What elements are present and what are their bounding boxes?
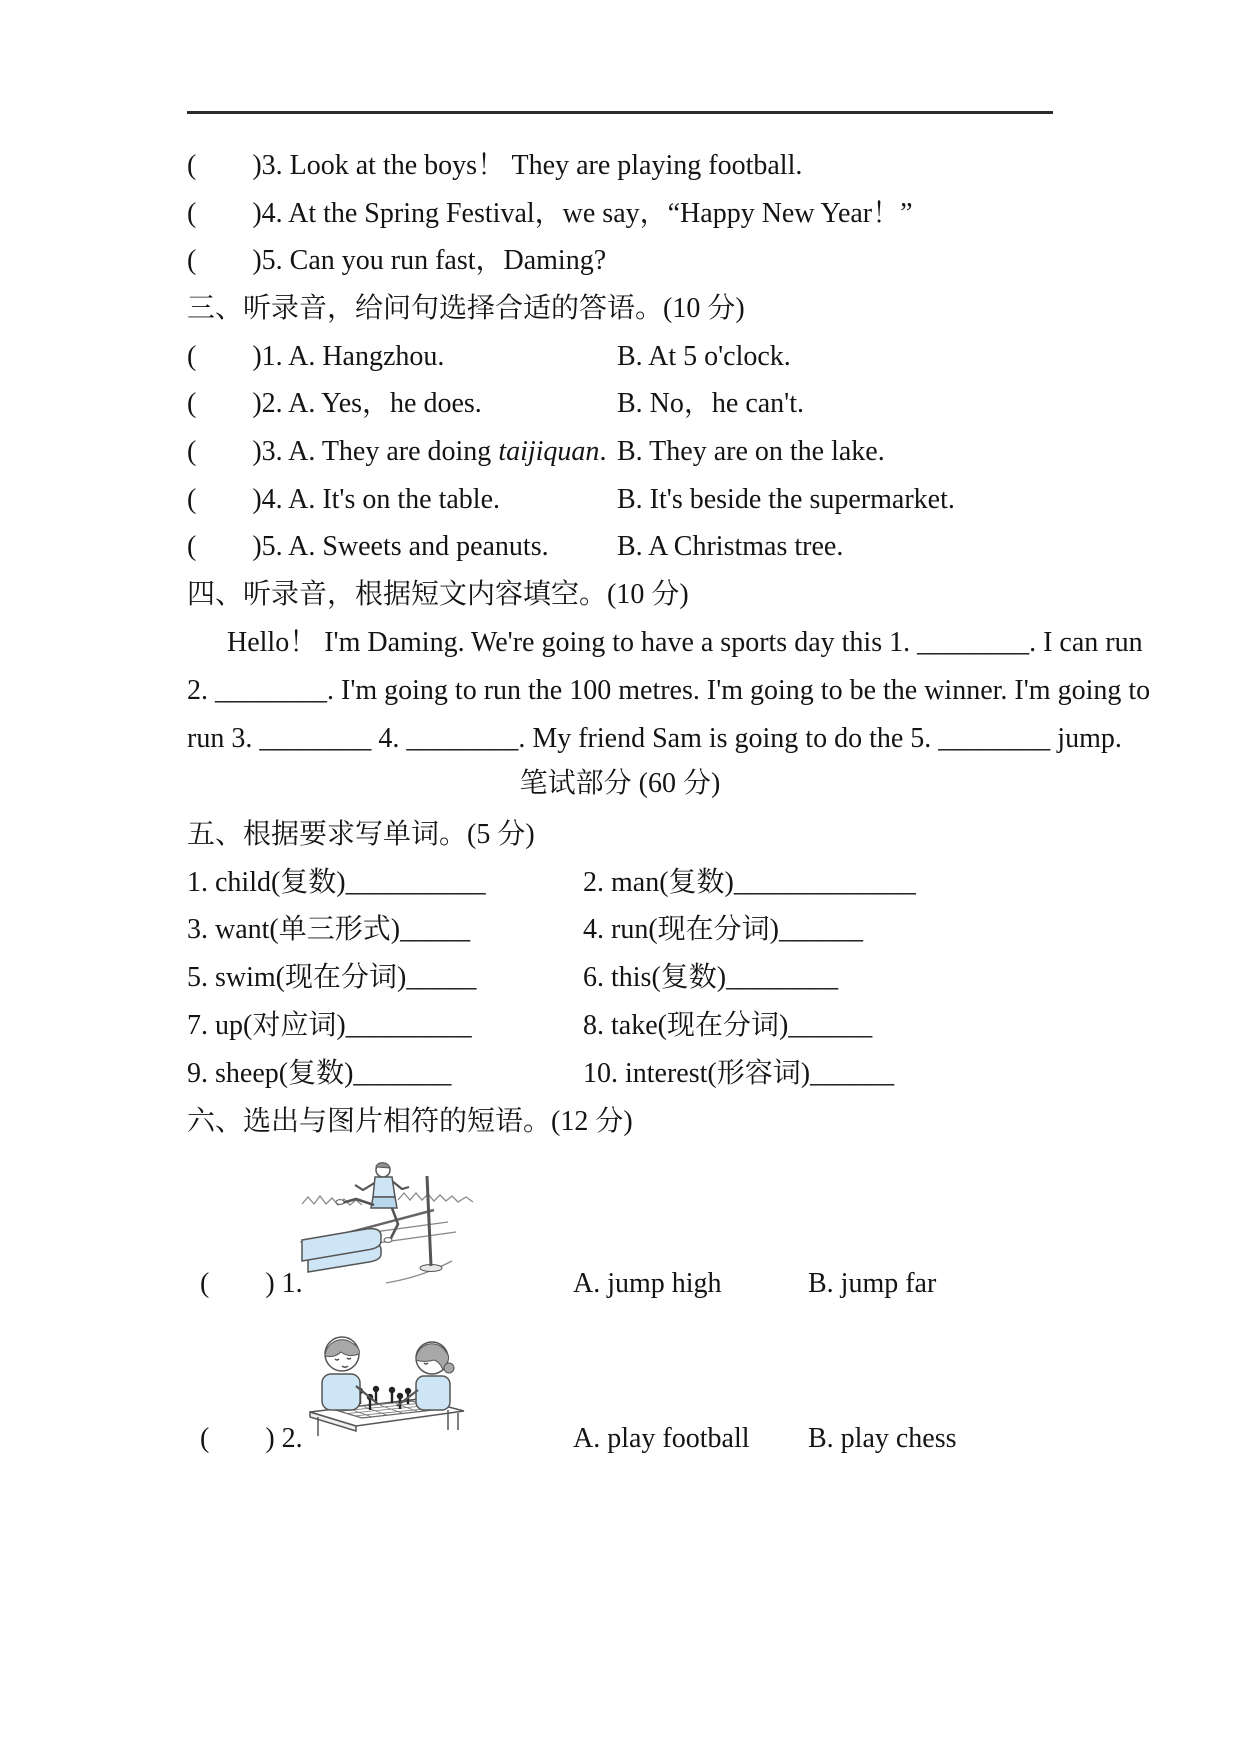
section5-item-2: 2. man(复数)_____________ [583,867,916,898]
section3-row1-option-a: ( )1. A. Hangzhou. [187,341,445,372]
italic-term: taijiquan [498,436,600,467]
high-jump-illustration [298,1150,478,1285]
section5-item-9: 9. sheep(复数)_______ [187,1058,452,1089]
section5-row-4 [0,1008,1241,1044]
section3-row-4 [0,482,1241,518]
listening2-item-5: ( )5. Can you run fast，Daming? [187,245,607,276]
section5-item-6: 6. this(复数)________ [583,962,839,993]
section5-row-5 [0,1056,1241,1092]
section5-item-3: 3. want(单三形式)_____ [187,914,471,945]
section6-heading: 六、选出与图片相符的短语。(12 分) [187,1106,633,1137]
section3-row-2 [0,386,1241,422]
section5-item-5: 5. swim(现在分词)_____ [187,962,477,993]
section3-row-5 [0,529,1241,565]
section4-passage-line-2: 2. ________. I'm going to run the 100 metres. I'm going to be the winner. I'm going to [187,675,1151,706]
section4-passage-line-3: run 3. ________ 4. ________. My friend Sam is going to do the 5. ________ jump. [187,723,1122,754]
section3-heading: 三、听录音，给问句选择合适的答语。(10 分) [187,293,745,324]
section5-row-3 [0,960,1241,996]
written-part-header: 笔试部分 (60 分) [519,768,721,799]
section3-row3-option-a: ( )3. A. They are doing taijiquan. [187,436,607,467]
section3-row4-option-a: ( )4. A. It's on the table. [187,484,500,515]
section5-item-7: 7. up(对应词)_________ [187,1010,472,1041]
section6-item1-option-b: B. jump far [808,1268,937,1299]
section6-item1-option-a: A. jump high [573,1268,722,1299]
section6-item2-option-b: B. play chess [808,1423,957,1454]
section6-row-1 [0,1266,1241,1302]
section3-row-3 [0,434,1241,470]
section5-item-10: 10. interest(形容词)______ [583,1058,895,1089]
section3-row4-option-b: B. It's beside the supermarket. [617,484,955,515]
section3-row-1 [0,339,1241,375]
section3-row3-option-b: B. They are on the lake. [617,436,885,467]
section6-item1-answer-blank: ( ) 1. [200,1268,303,1299]
section5-item-8: 8. take(现在分词)______ [583,1010,873,1041]
section3-row2-option-a: ( )2. A. Yes，he does. [187,388,482,419]
section5-item-4: 4. run(现在分词)______ [583,914,863,945]
section5-row-2 [0,912,1241,948]
section6-item2-answer-blank: ( ) 2. [200,1423,303,1454]
listening2-item-3: ( )3. Look at the boys！ They are playing football. [187,150,803,181]
section3-row5-option-a: ( )5. A. Sweets and peanuts. [187,531,549,562]
header-rule [187,111,1053,114]
section4-passage-line-1: Hello！ I'm Daming. We're going to have a sports day this 1. ________. I can run [227,627,1143,658]
section4-heading: 四、听录音，根据短文内容填空。(10 分) [187,579,689,610]
section6-item2-option-a: A. play football [573,1423,750,1454]
section6-row-2 [0,1421,1241,1457]
section5-item-1: 1. child(复数)__________ [187,867,486,898]
section5-row-1 [0,865,1241,901]
listening2-item-4: ( )4. At the Spring Festival，we say，“Happy New Year！” [187,198,913,229]
section3-row5-option-b: B. A Christmas tree. [617,531,844,562]
section3-row1-option-b: B. At 5 o'clock. [617,341,791,372]
section5-heading: 五、根据要求写单词。(5 分) [187,819,535,850]
section3-row2-option-b: B. No，he can't. [617,388,805,419]
